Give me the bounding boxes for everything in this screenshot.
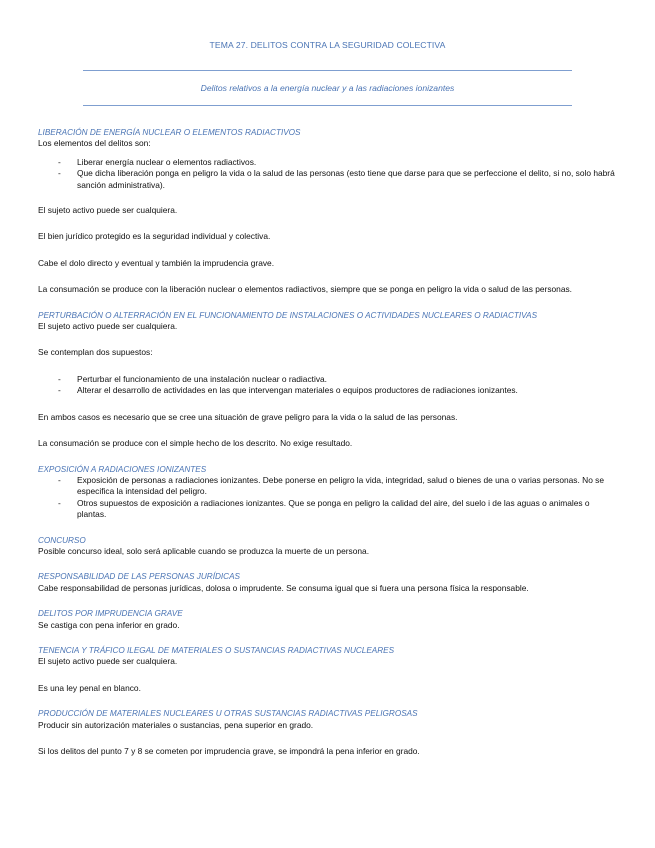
bullet-list xyxy=(38,157,618,191)
document-subtitle: Delitos relativos a la energía nuclear y a las radiaciones ionizantes xyxy=(200,83,455,93)
dash-bullet-icon: - xyxy=(58,373,61,384)
paragraph: El bien jurídico protegido es la seguridad individual y colectiva. xyxy=(38,231,271,242)
paragraph: Es una ley penal en blanco. xyxy=(38,682,141,693)
paragraph: Cabe el dolo directo y eventual y también la imprudencia grave. xyxy=(38,257,275,268)
paragraph: Se contemplan dos supuestos: xyxy=(38,347,153,358)
section-heading: CONCURSO xyxy=(38,535,86,545)
section-heading: TENENCIA Y TRÁFICO ILEGAL DE MATERIALES O SUSTANCIAS RADIACTIVAS NUCLEARES xyxy=(38,645,395,655)
dash-bullet-icon: - xyxy=(58,474,61,485)
section-heading: RESPONSABILIDAD DE LAS PERSONAS JURÍDICAS xyxy=(38,572,241,582)
paragraph: Si los delitos del punto 7 y 8 se cometen por imprudencia grave, se impondrá la pena inferior en grado. xyxy=(38,746,420,756)
list-item: - Perturbar el funcionamiento de una instalación nuclear o radiactiva. xyxy=(58,373,328,384)
section-heading: PERTURBACIÓN O ALTERRACIÓN EN EL FUNCIONAMIENTO DE INSTALACIONES O ACTIVIDADES NUCLEARES O RADIACTIVAS xyxy=(38,310,538,320)
paragraph: La consumación se produce con el simple hecho de los descrito. No exige resultado. xyxy=(38,438,353,449)
document-body xyxy=(38,127,618,757)
paragraph: El sujeto activo puede ser cualquiera. xyxy=(38,205,178,216)
list-item: - Exposición de personas a radiaciones ionizantes. Debe ponerse en peligro la vida, integridad, salud o bienes de una o varias personas. No se especifica la intensidad del peligro. xyxy=(58,474,605,497)
header-rule-bottom xyxy=(83,105,572,106)
paragraph: Se castiga con pena inferior en grado. xyxy=(38,619,180,630)
paragraph: Cabe responsabilidad de personas jurídicas, dolosa o imprudente. Se consuma igual que si fuera una persona física la responsable. xyxy=(38,582,529,593)
paragraph: En ambos casos es necesario que se cree una situación de grave peligro para la vida o la salud de las personas. xyxy=(38,411,458,422)
list-item: - Que dicha liberación ponga en peligro la vida o la salud de las personas (esto tiene que darse para que se perfeccione el delito, si no, solo habrá sanción administrativa). xyxy=(58,168,615,190)
paragraph: Posible concurso ideal, solo será aplicable cuando se produzca la muerte de un persona. xyxy=(38,545,370,556)
list-item: - Liberar energía nuclear o elementos radiactivos. xyxy=(58,156,257,167)
dash-bullet-icon: - xyxy=(58,497,61,508)
document-title: TEMA 27. DELITOS CONTRA LA SEGURIDAD COLECTIVA xyxy=(209,40,446,50)
list-item: - Otros supuestos de exposición a radiaciones ionizantes. Que se ponga en peligro la calidad del aire, del suelo i de las aguas o animales o plantas. xyxy=(58,497,590,520)
bullet-list xyxy=(38,374,618,397)
paragraph: El sujeto activo puede ser cualquiera. xyxy=(38,656,178,667)
list-item: - Alterar el desarrollo de actividades en las que intervengan materiales o equipos productores de radiaciones ionizantes. xyxy=(58,385,518,396)
dash-bullet-icon: - xyxy=(58,156,61,167)
paragraph: El sujeto activo puede ser cualquiera. xyxy=(38,321,178,332)
paragraph: Los elementos del delitos son: xyxy=(38,138,151,149)
section-heading: LIBERACIÓN DE ENERGÍA NUCLEAR O ELEMENTOS RADIACTIVOS xyxy=(38,128,301,137)
section-heading: EXPOSICIÓN A RADIACIONES IONIZANTES xyxy=(38,464,207,474)
paragraph: La consumación se produce con la liberación nuclear o elementos radiactivos, siempre que se ponga en peligro la vida o salud de las personas. xyxy=(38,284,572,295)
dash-bullet-icon: - xyxy=(58,385,61,396)
section-heading: PRODUCCIÓN DE MATERIALES NUCLEARES U OTRAS SUSTANCIAS RADIACTIVAS PELIGROSAS xyxy=(38,709,418,719)
paragraph: Producir sin autorización materiales o sustancias, pena superior en grado. xyxy=(38,719,314,730)
bullet-list xyxy=(38,475,618,521)
section-heading: DELITOS POR IMPRUDENCIA GRAVE xyxy=(38,609,183,619)
dash-bullet-icon: - xyxy=(58,168,61,179)
header-rule-top xyxy=(83,70,572,71)
